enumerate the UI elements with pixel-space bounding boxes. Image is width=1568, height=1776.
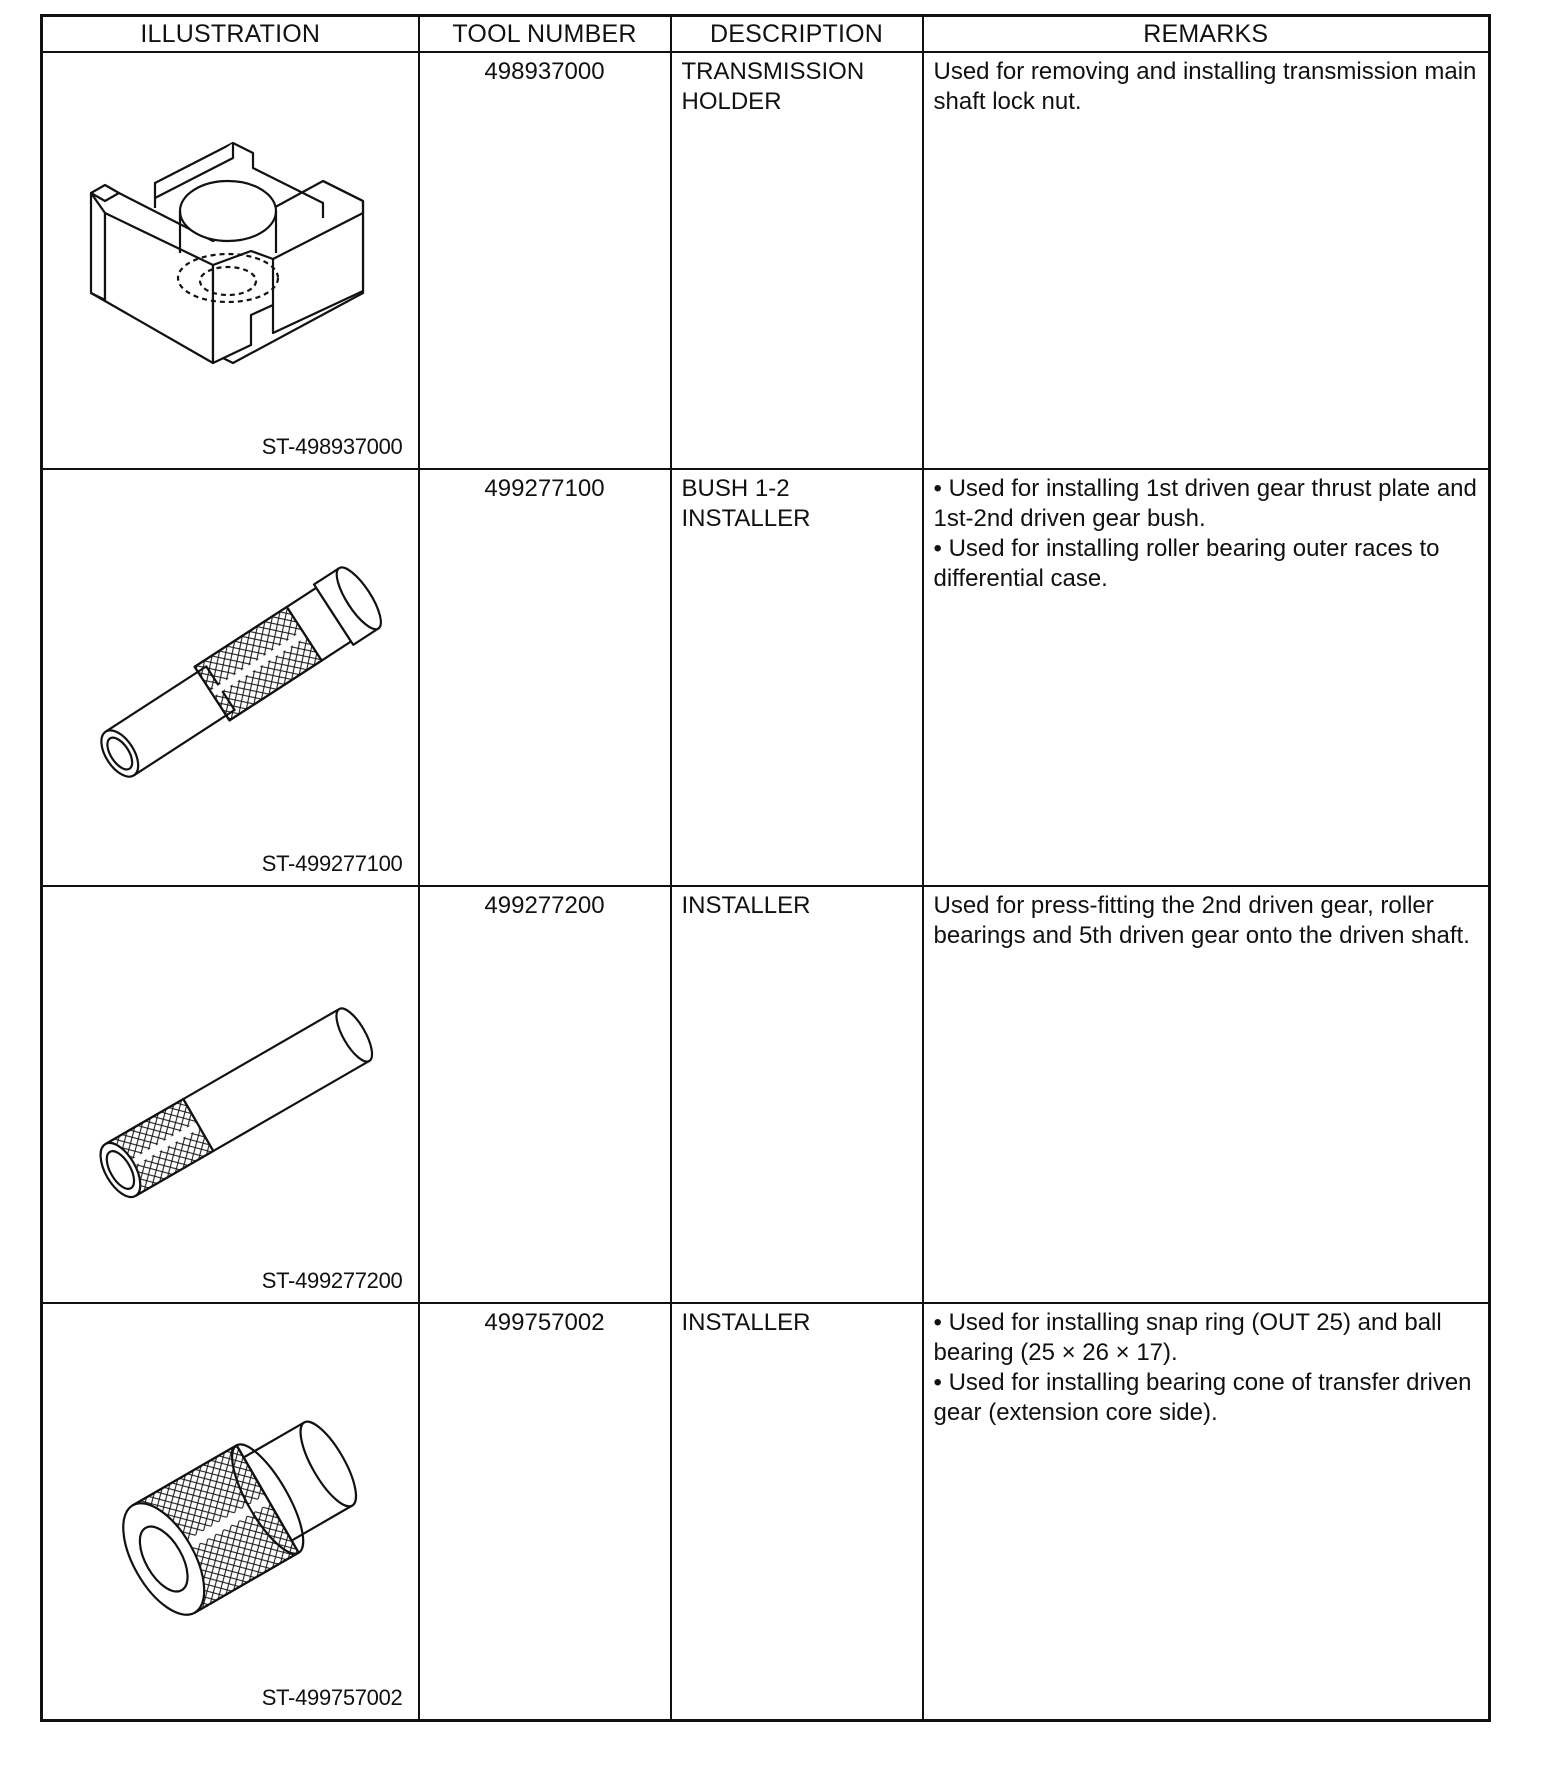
illustration-code: ST-499757002: [261, 1685, 403, 1710]
header-row: [42, 16, 1490, 53]
description-cell: TRANSMISSION HOLDER: [671, 52, 923, 469]
table-row: [42, 469, 1490, 886]
tool-number-cell: 499277100: [419, 469, 671, 886]
remarks-cell: [923, 469, 1490, 886]
illustration-code: ST-498937000: [261, 434, 403, 459]
illustration-cell: [42, 52, 419, 469]
tool-number-cell: 499277200: [419, 886, 671, 1303]
remark-line: Used for removing and installing transmission main shaft lock nut.: [933, 58, 1477, 115]
special-tools-table: [40, 14, 1491, 1722]
illustration-cell: [42, 886, 419, 1303]
header-remarks: REMARKS: [923, 16, 1490, 53]
illustration-cell: [42, 1303, 419, 1721]
tool-number-cell: 498937000: [419, 52, 671, 469]
remarks-cell: [923, 52, 1490, 469]
installer-long-drawing: [83, 987, 383, 1227]
description-cell: BUSH 1-2 INSTALLER: [671, 469, 923, 886]
remarks-cell: [923, 886, 1490, 1303]
remark-line: • Used for installing roller bearing outer races to differential case.: [933, 535, 1440, 592]
remark-line: • Used for installing bearing cone of transfer driven gear (extension core side).: [933, 1369, 1472, 1426]
transmission-holder-drawing: [83, 113, 383, 373]
remark-line: • Used for installing 1st driven gear thrust plate and 1st-2nd driven gear bush.: [933, 475, 1477, 532]
table-row: [42, 1303, 1490, 1721]
header-tool-number: TOOL NUMBER: [419, 16, 671, 53]
bush-installer-drawing: [83, 560, 383, 800]
description-cell: INSTALLER: [671, 886, 923, 1303]
table-row: [42, 886, 1490, 1303]
remarks-cell: [923, 1303, 1490, 1721]
installer-short-drawing: [83, 1384, 383, 1644]
header-illustration: ILLUSTRATION: [42, 16, 419, 53]
tool-number-cell: 499757002: [419, 1303, 671, 1721]
illustration-code: ST-499277200: [261, 1268, 403, 1293]
table-row: [42, 52, 1490, 469]
description-cell: INSTALLER: [671, 1303, 923, 1721]
illustration-code: ST-499277100: [261, 851, 403, 876]
remark-line: • Used for installing snap ring (OUT 25) and ball bearing (25 × 26 × 17).: [933, 1309, 1442, 1366]
header-description: DESCRIPTION: [671, 16, 923, 53]
remark-line: Used for press-fitting the 2nd driven gear, roller bearings and 5th driven gear onto the driven shaft.: [933, 892, 1470, 949]
illustration-cell: [42, 469, 419, 886]
